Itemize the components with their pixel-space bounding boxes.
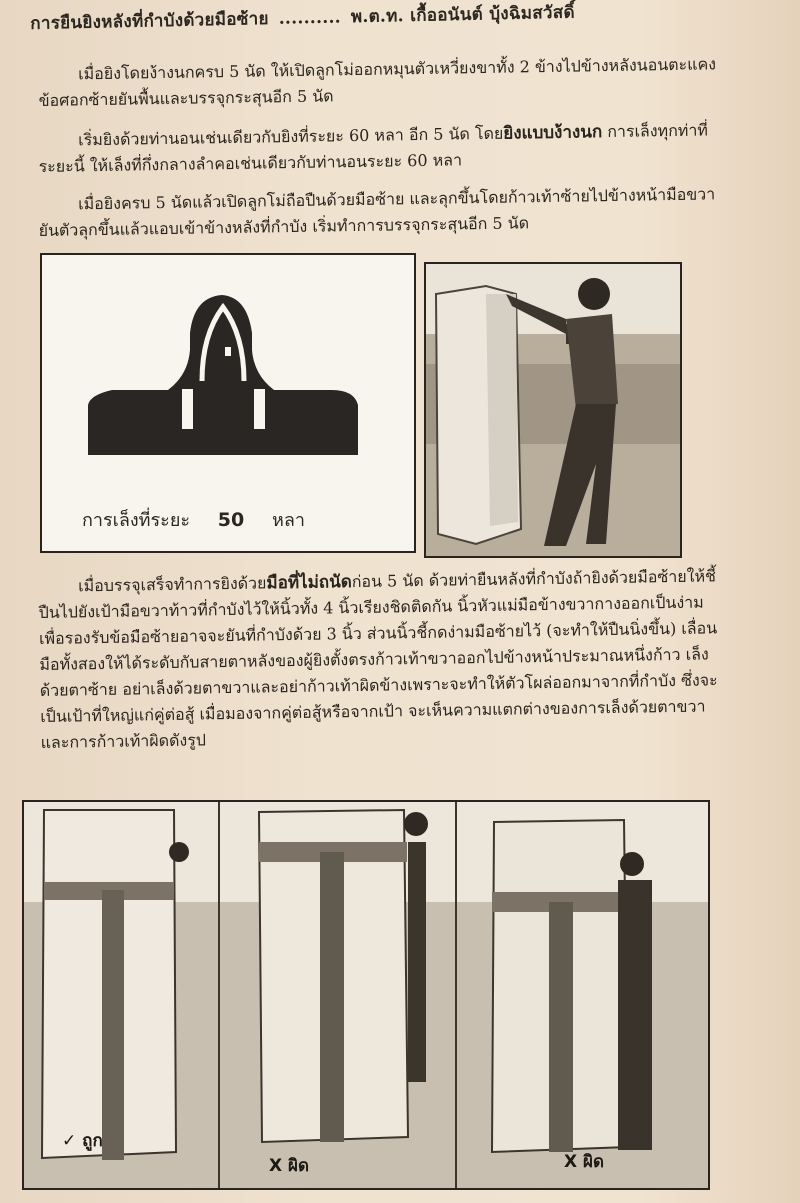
label-wrong-2: X ผิด: [564, 1152, 605, 1172]
header-dots: ..........: [278, 7, 342, 29]
article-title: การยืนยิงหลังที่กำบังด้วยมือซ้าย: [30, 9, 269, 34]
comparison-photos: [22, 800, 710, 1190]
page-header: [30, 0, 770, 37]
paragraph-1: เมื่อยิงโดยง้างนกครบ 5 นัด ให้เปิดลูกโม่ออกหมุนตัวเหวี่ยงขาทั้ง 2 ข้างไปข้างหลังนอนตะแคงข้อศอกซ้ายยันพื้นและบรรจุกระสุนอีก 5 นัด: [38, 54, 717, 110]
label-correct: ✓ ถูก: [62, 1131, 103, 1151]
paragraph-3: เมื่อยิงครบ 5 นัดแล้วเปิดลูกโม่ถือปืนด้วยมือซ้าย และลุกขึ้นโดยก้าวเท้าซ้ายไปข้างหน้ามือขวายันตัวลุกขึ้นแล้วแอบเข้าข้างหลังที่กำบัง เริ่มทำการบรรจุกระสุนอีก 5 นัด: [38, 184, 716, 240]
target-caption: การเล็งที่ระยะ 50 หลา: [82, 509, 305, 531]
target-figure: [40, 253, 416, 553]
shooter-illustration: [426, 264, 680, 556]
author-name: พ.ต.ท. เกื้ออนันต์ บุ้งฉิมสวัสดิ์: [350, 2, 576, 28]
emphasis-text: มือที่ไม่ถนัด: [266, 572, 352, 594]
paragraph-2: เริ่มยิงด้วยท่านอนเช่นเดียวกับยิงที่ระยะ 60 หลา อีก 5 นัด โดยยิงแบบง้างนก การเล็งทุกท่าที่ระยะนี้ ให้เล็งที่กึ่งกลางลำคอเช่นเดียวกับท่านอนระยะ 60 หลา: [38, 120, 709, 176]
label-wrong-1: X ผิด: [269, 1156, 310, 1176]
emphasis-text: ยิงแบบง้างนก: [503, 122, 603, 144]
paragraph-4: เมื่อบรรจุเสร็จทำการยิงด้วยมือที่ไม่ถนัดก่อน 5 นัด ด้วยท่ายืนหลังที่กำบังถ้ายิงด้วยมือซ้ายให้ชี้ปืนไปยังเป้ามือขวาท้าวที่กำบังไว้ให้นิ้วทั้ง 4 นิ้วเรียงชิดติดกัน นิ้วหัวแม่มือข้างขวากางออกเป็นง่ามเพื่อรองรับข้อมือซ้ายอาจจะยันที่กำบังด้วย 3 นิ้ว ส่วนนิ้วชี้กดง่ามมือซ้ายไว้ (จะทำให้ปืนนิ่งขึ้น) เลื่อนมือทั้งสองให้ได้ระดับกับสายตาหลังของผู้ยิงตั้งตรงก้าวเท้าขวาออกไปข้างหน้าประมาณหนึ่งก้าว เล็งด้วยตาซ้าย อย่าเล็งด้วยตาขวาและอย่าก้าวเท้าผิดข้างเพราะจะทำให้ตัวโผล่ออกมาจากที่กำบัง ซึ่งจะเป็นเป้าที่ใหญ่แก่คู่ต่อสู้ เมื่อมองจากคู่ต่อสู้หรือจากเป้า จะเห็นความแตกต่างของการเล็งด้วยตาขวา และการก้าวเท้าผิดดังรูป: [38, 566, 718, 752]
comparison-illustration: [24, 802, 708, 1188]
shooter-photo: [424, 262, 682, 558]
